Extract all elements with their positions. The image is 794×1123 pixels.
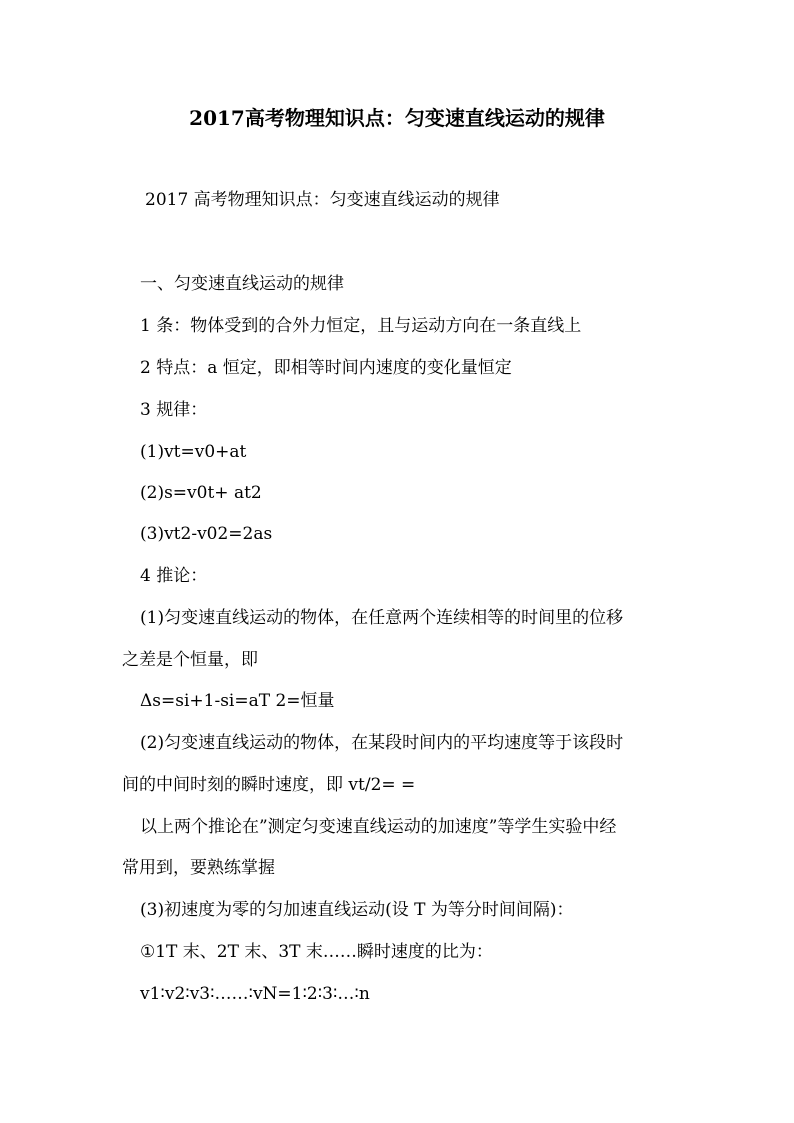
laws-heading: 3 规律： <box>140 400 208 420</box>
condition-text: 1 条：物体受到的合外力恒定，且与运动方向在一条直线上 <box>140 316 582 336</box>
note-line-1: 以上两个推论在”测定匀变速直线运动的加速度”等学生实验中经 <box>140 817 617 837</box>
inference-3-item-1: ①1T 末、2T 末、3T 末……瞬时速度的比为： <box>140 942 493 962</box>
law-formula-2: (2)s=v0t+ at2 <box>140 483 262 503</box>
note-line-2: 常用到，要熟练掌握 <box>122 858 275 878</box>
inference-3-text: (3)初速度为零的匀加速直线运动(设 T 为等分时间间隔)： <box>140 900 574 920</box>
document-subtitle: 2017 高考物理知识点：匀变速直线运动的规律 <box>145 190 500 210</box>
feature-text: 2 特点：a 恒定，即相等时间内速度的变化量恒定 <box>140 358 512 378</box>
inference-2-line-2: 间的中间时刻的瞬时速度，即 vt/2= = <box>122 775 416 795</box>
inference-1-line-2: 之差是个恒量，即 <box>122 650 258 670</box>
law-formula-1: (1)vt=v0+at <box>140 442 247 462</box>
document-title: 2017高考物理知识点：匀变速直线运动的规律 <box>189 106 605 130</box>
section-heading: 一、匀变速直线运动的规律 <box>140 274 344 294</box>
inference-2-line-1: (2)匀变速直线运动的物体，在某段时间内的平均速度等于该段时 <box>140 733 624 753</box>
inference-1-formula: Δs=si+1-si=aT 2=恒量 <box>140 691 335 711</box>
law-formula-3: (3)vt2-v02=2as <box>140 524 273 544</box>
inference-heading: 4 推论： <box>140 566 208 586</box>
inference-1-line-1: (1)匀变速直线运动的物体，在任意两个连续相等的时间里的位移 <box>140 608 624 628</box>
inference-3-ratio: v1∶v2∶v3∶……∶vN=1∶2∶3∶…∶n <box>140 984 370 1004</box>
